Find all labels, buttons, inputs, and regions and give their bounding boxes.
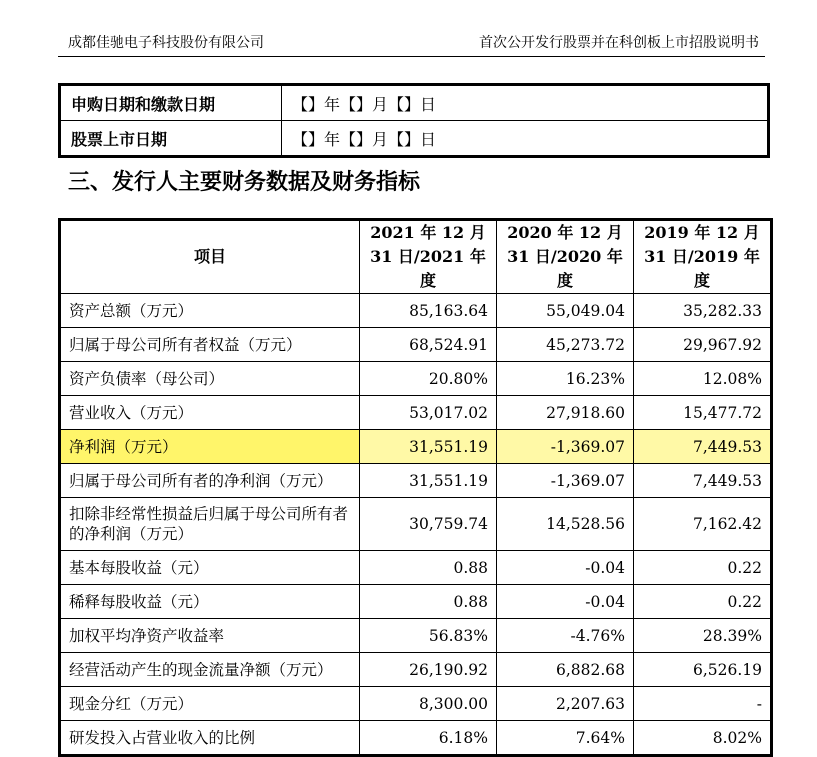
schedule-row: [60, 121, 769, 157]
header-document-title: 首次公开发行股票并在科创板上市招股说明书: [479, 35, 759, 51]
table-row: [60, 721, 772, 756]
value-2019: 12.08%: [634, 362, 772, 396]
table-row: [60, 585, 772, 619]
table-row: [60, 653, 772, 687]
financial-table: [58, 218, 773, 757]
value-2020: 16.23%: [497, 362, 634, 396]
schedule-label: 申购日期和缴款日期: [60, 85, 282, 121]
value-2020: 6,882.68: [497, 653, 634, 687]
table-row: [60, 328, 772, 362]
table-row: [60, 551, 772, 585]
row-item: 资产负债率（母公司）: [60, 362, 360, 396]
table-row: [60, 294, 772, 328]
row-item: 经营活动产生的现金流量净额（万元）: [60, 653, 360, 687]
value-2019: 0.22: [634, 551, 772, 585]
value-2020: 55,049.04: [497, 294, 634, 328]
value-2021: 31,551.19: [360, 430, 497, 464]
value-2021: 68,524.91: [360, 328, 497, 362]
row-item: 加权平均净资产收益率: [60, 619, 360, 653]
value-2021: 31,551.19: [360, 464, 497, 498]
row-item: 研发投入占营业收入的比例: [60, 721, 360, 756]
value-2021: 0.88: [360, 551, 497, 585]
table-row: [60, 362, 772, 396]
table-header-row: [60, 220, 772, 294]
schedule-value: 【】年【】月【】日: [282, 85, 769, 121]
value-2019: 0.22: [634, 585, 772, 619]
row-item: 扣除非经常性损益后归属于母公司所有者的净利润（万元）: [60, 498, 360, 551]
value-2021: 56.83%: [360, 619, 497, 653]
value-2019: 7,162.42: [634, 498, 772, 551]
value-2020: -4.76%: [497, 619, 634, 653]
value-2021: 8,300.00: [360, 687, 497, 721]
schedule-row: [60, 85, 769, 121]
row-item: 基本每股收益（元）: [60, 551, 360, 585]
header-company: 成都佳驰电子科技股份有限公司: [68, 35, 264, 51]
value-2019: 35,282.33: [634, 294, 772, 328]
row-item: 归属于母公司所有者权益（万元）: [60, 328, 360, 362]
row-item: 现金分红（万元）: [60, 687, 360, 721]
value-2019: 28.39%: [634, 619, 772, 653]
value-2020: 27,918.60: [497, 396, 634, 430]
value-2019: -: [634, 687, 772, 721]
value-2019: 15,477.72: [634, 396, 772, 430]
value-2020: 2,207.63: [497, 687, 634, 721]
value-2020: -1,369.07: [497, 464, 634, 498]
section-title: 三、发行人主要财务数据及财务指标: [68, 169, 421, 195]
value-2020: -1,369.07: [497, 430, 634, 464]
value-2019: 7,449.53: [634, 464, 772, 498]
row-item: 归属于母公司所有者的净利润（万元）: [60, 464, 360, 498]
header-item: 项目: [60, 220, 360, 294]
value-2021: 6.18%: [360, 721, 497, 756]
table-row: [60, 619, 772, 653]
value-2021: 85,163.64: [360, 294, 497, 328]
value-2020: 14,528.56: [497, 498, 634, 551]
row-item: 净利润（万元）: [60, 430, 360, 464]
row-item: 营业收入（万元）: [60, 396, 360, 430]
table-row: [60, 498, 772, 551]
value-2019: 7,449.53: [634, 430, 772, 464]
table-row: [60, 396, 772, 430]
row-item: 稀释每股收益（元）: [60, 585, 360, 619]
header-divider: [58, 56, 765, 57]
table-row: [60, 687, 772, 721]
value-2021: 53,017.02: [360, 396, 497, 430]
value-2021: 26,190.92: [360, 653, 497, 687]
value-2020: 45,273.72: [497, 328, 634, 362]
table-row: [60, 430, 772, 464]
header-2020: 2020 年 12 月 31 日/2020 年度: [497, 220, 634, 294]
table-row: [60, 464, 772, 498]
header-2021: 2021 年 12 月 31 日/2021 年度: [360, 220, 497, 294]
value-2019: 29,967.92: [634, 328, 772, 362]
header-2019: 2019 年 12 月 31 日/2019 年度: [634, 220, 772, 294]
value-2019: 6,526.19: [634, 653, 772, 687]
value-2020: -0.04: [497, 551, 634, 585]
schedule-value: 【】年【】月【】日: [282, 121, 769, 157]
value-2021: 20.80%: [360, 362, 497, 396]
schedule-table: [58, 83, 770, 158]
row-item: 资产总额（万元）: [60, 294, 360, 328]
schedule-label: 股票上市日期: [60, 121, 282, 157]
value-2019: 8.02%: [634, 721, 772, 756]
value-2020: 7.64%: [497, 721, 634, 756]
value-2021: 30,759.74: [360, 498, 497, 551]
value-2020: -0.04: [497, 585, 634, 619]
value-2021: 0.88: [360, 585, 497, 619]
